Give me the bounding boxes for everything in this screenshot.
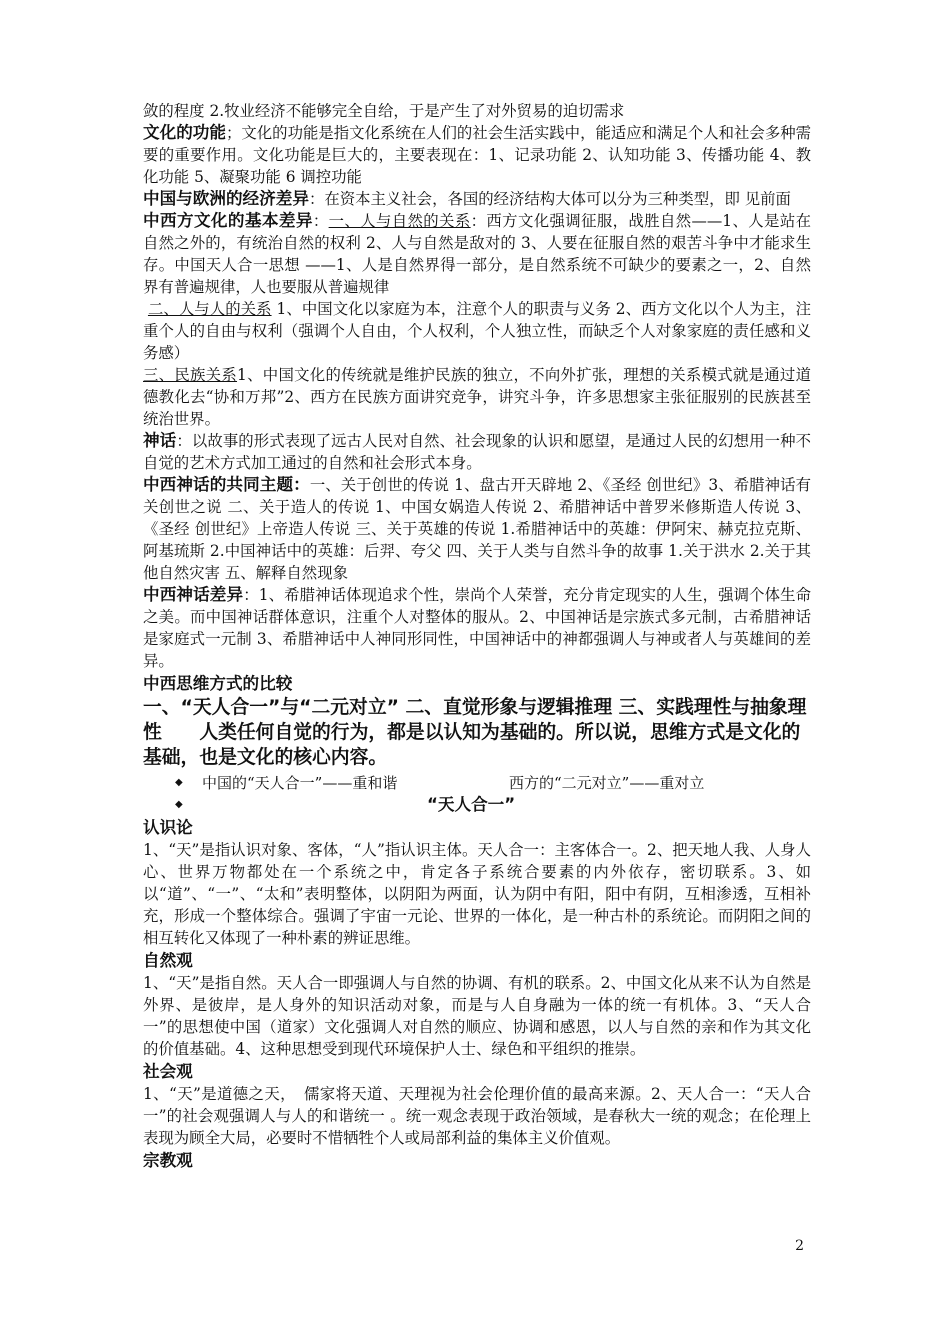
paragraph-thinking-modes: 一、“天人合一”与“二元对立” 二、直觉形象与逻辑推理 三、实践理性与抽象理性 人类任何自觉的行为，都是以认知为基础的。所以说，思维方式是文化的基础，也是文化的核心内容。 bbox=[143, 697, 807, 768]
bullet-text-west: 西方的“二元对立”——重对立 bbox=[509, 774, 705, 792]
heading-myth-difference: 中西神话差异 bbox=[143, 585, 244, 604]
paragraph-view-of-society: 1、“天”是道德之天， 儒家将天道、天理视为社会伦理价值的最高来源。2、天人合一：“天人合一”的社会观强调人与人的和谐统一 。统一观念表现于政治领域，是春秋大一统的观念；在伦理上表现为顾全大局，必要时不惜牺牲个人或局部利益的集体主义价值观。 bbox=[143, 1085, 811, 1147]
heading-myth: 神话 bbox=[143, 431, 177, 450]
diamond-bullet-icon: ◆ bbox=[175, 777, 183, 788]
paragraph-view-of-nature: 1、“天”是指自然。天人合一即强调人与自然的协调、有机的联系。2、中国文化从来不认为自然是外界、是彼岸，是人身外的知识活动对象，而是与人自身融为一体的统一有机体。3、“天人合一”的思想使中国（道家）文化强调人对自然的顺应、协调和感恩，以人与自然的亲和作为其文化的价值基础。4、这种思想受到现代环境保护人士、绿色和平组织的推崇。 bbox=[143, 974, 811, 1058]
heading-tian-ren-he-yi: “天人合一” bbox=[427, 795, 516, 814]
heading-culture-function: 文化的功能 bbox=[143, 123, 226, 142]
paragraph-culture-function bbox=[143, 122, 811, 188]
paragraph-text: 一、关于创世的传说 1、盘古开天辟地 2、《圣经 创世纪》3、希腊神话有关创世之说 二、关于造人的传说 1、中国女娲造人传说 2、希腊神话中普罗米修斯造人传说 3、《圣经 创世纪》上帝造人传说 三、关于英雄的传说 1.希腊神话中的英雄：伊阿宋、赫克拉克斯、阿基琉斯 2.中国神话中的英雄：后羿、夸父 四、关于人类与自然斗争的故事 1.关于洪水 2.关于其他自然灾害 五、解释自然现象 bbox=[143, 476, 811, 582]
heading-epistemology: 认识论 bbox=[143, 818, 193, 837]
heading-view-of-religion: 宗教观 bbox=[143, 1151, 193, 1170]
paragraph-myth-themes bbox=[143, 474, 811, 584]
bullet-text-china: 中国的“天人合一”——重和谐 bbox=[202, 774, 398, 792]
paragraph-pastoral-economy bbox=[143, 100, 811, 122]
paragraph-text: 敛的程度 2.牧业经济不能够完全自给，于是产生了对外贸易的迫切需求 bbox=[143, 102, 625, 120]
paragraph-text: 1、中国文化以家庭为本，注意个人的职责与义务 2、西方文化以个人为主，注重个人的自由与权利（强调个人自由，个人权利，个人独立性，而缺乏个人对象家庭的责任感和义务感） bbox=[143, 300, 811, 362]
heading-view-of-nature: 自然观 bbox=[143, 951, 193, 970]
list-item bbox=[143, 772, 811, 794]
paragraph-text: ：1、希腊神话体现追求个性，崇尚个人荣誉，充分肯定现实的人生，强调个体生命之美。而中国神话群体意识，注重个人对整体的服从。2、中国神话是宗族式多元制，古希腊神话是家庭式一元制 3、希腊神话中人神同形同性，中国神话中的神都强调人与神或者人与英雄间的差异。 bbox=[143, 586, 811, 670]
paragraph-text: ：以故事的形式表现了远古人民对自然、社会现象的认识和愿望，是通过人民的幻想用一种不自觉的艺术方式加工通过的自然和社会形式本身。 bbox=[143, 432, 811, 472]
document-body bbox=[143, 100, 811, 1172]
paragraph-myth bbox=[143, 430, 811, 474]
page-number: 2 bbox=[795, 1238, 804, 1254]
paragraph-text: 1、中国文化的传统就是维护民族的独立，不向外扩张，理想的关系模式就是通过道德教化去“协和万邦”2、西方在民族方面讲究竞争，讲究斗争，许多思想家主张征服别的民族甚至统治世界。 bbox=[143, 366, 811, 428]
paragraph-epistemology: 1、“天”是指认识对象、客体，“人”指认识主体。天人合一：主客体合一。2、把天地人我、人身人心、世界万物都处在一个系统之中，肯定各子系统合要素的内外依存，密切联系。3、如以“道”、“一”、“太和”表明整体，以阴阳为两面，认为阴中有阳，阳中有阴，互相渗透，互相补充，形成一个整体综合。强调了宇宙一元论、世界的一体化，是一种古朴的系统论。而阴阳之间的相互转化又体现了一种朴素的辨证思维。 bbox=[143, 841, 811, 947]
paragraph-ethnic-relations bbox=[143, 364, 811, 430]
paragraph-text: ；文化的功能是指文化系统在人们的社会生活实践中，能适应和满足个人和社会多种需要的重要作用。文化功能是巨大的，主要表现在：1、记录功能 2、认知功能 3、传播功能 4、教化功能 5、凝聚功能 6 调控功能 bbox=[143, 124, 811, 186]
separator-text: ： bbox=[312, 212, 329, 230]
paragraph-myth-difference bbox=[143, 584, 811, 672]
paragraph-culture-difference bbox=[143, 210, 811, 298]
heading-culture-difference: 中西方文化的基本差异 bbox=[143, 211, 313, 230]
heading-thinking-comparison: 中西思维方式的比较 bbox=[143, 674, 293, 693]
heading-view-of-society: 社会观 bbox=[143, 1062, 193, 1081]
heading-myth-themes: 中西神话的共同主题： bbox=[143, 475, 310, 494]
heading-economic-difference: 中国与欧洲的经济差异 bbox=[143, 189, 309, 208]
diamond-bullet-icon: ◆ bbox=[175, 799, 183, 810]
subheading-ethnic-relations: 三、民族关系 bbox=[143, 366, 238, 384]
paragraph-man-man bbox=[143, 298, 811, 364]
subheading-man-man: 二、人与人的关系 bbox=[147, 300, 272, 318]
paragraph-text: ：在资本主义社会，各国的经济结构大体可以分为三种类型，即 见前面 bbox=[308, 190, 791, 208]
subheading-man-nature: 一、人与自然的关系 bbox=[328, 212, 471, 230]
list-item bbox=[143, 794, 811, 816]
bullet-list bbox=[143, 772, 811, 816]
paragraph-economic-difference bbox=[143, 188, 811, 210]
paragraph-text: ：西方文化强调征服，战胜自然——1、人是站在自然之外的，有统治自然的权利 2、人与自然是敌对的 3、人要在征服自然的艰苦斗争中才能求生存。中国天人合一思想 ——1、人是自然界得一部分，是自然系统不可缺少的要素之一，2、自然界有普遍规律，人也要服从普遍规律 bbox=[143, 212, 811, 296]
